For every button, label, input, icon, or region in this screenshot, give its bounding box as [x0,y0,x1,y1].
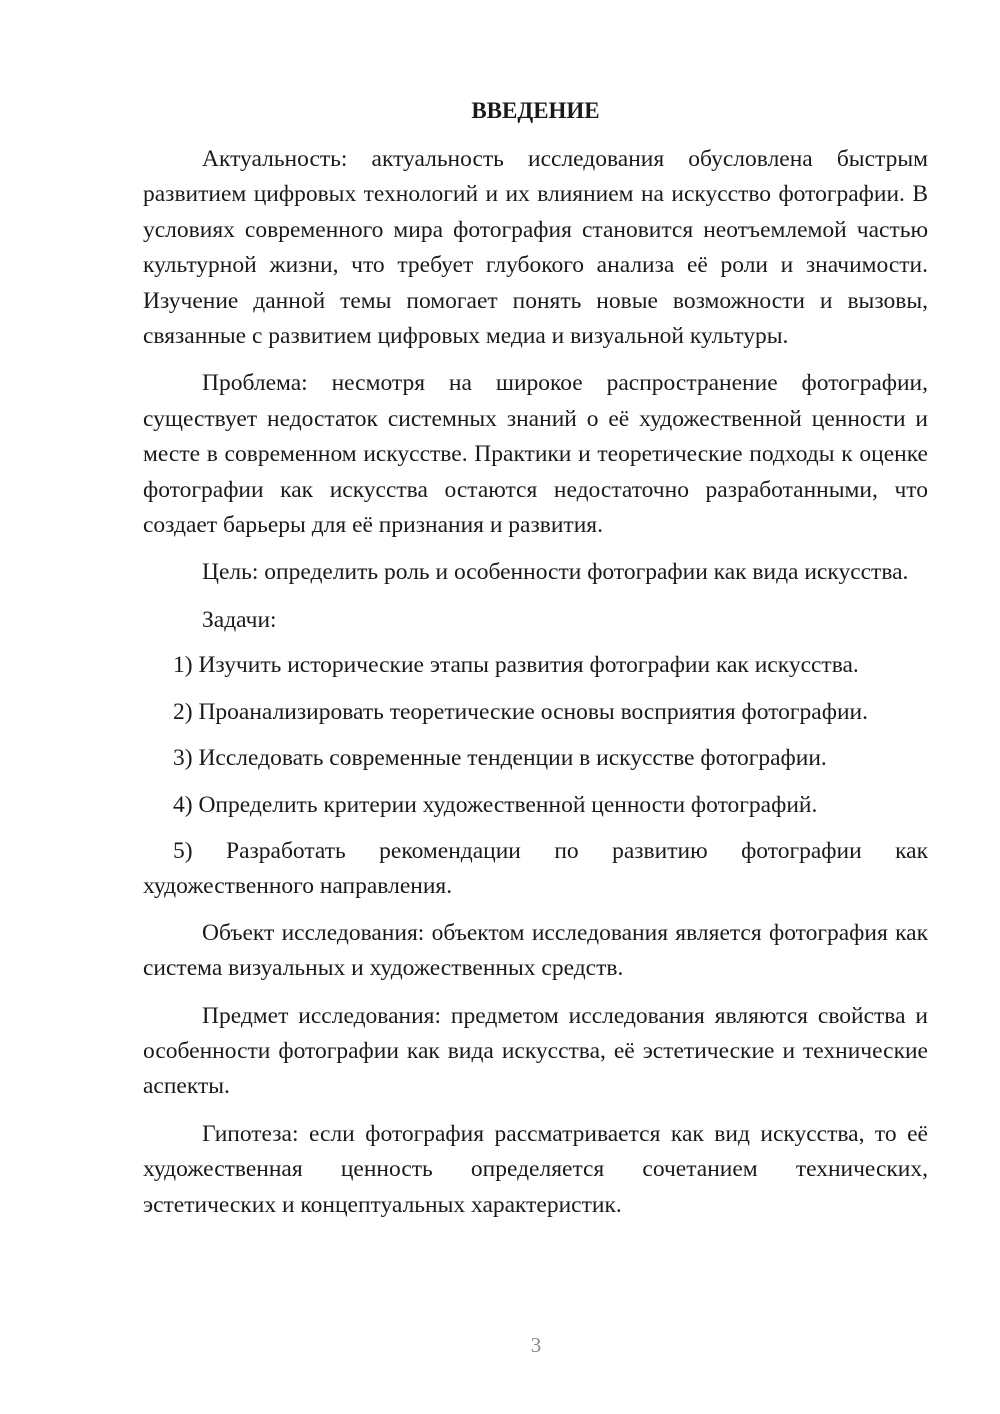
task-item-1: 1) Изучить исторические этапы развития фотографии как искусства. [173,652,859,679]
task-item-2: 2) Проанализировать теоретические основы восприятия фотографии. [173,698,868,725]
task-item-4: 4) Определить критерии художественной ценности фотографий. [173,791,818,818]
paragraph-subject: Предмет исследования: предметом исследования являются свойства и особенности фотографии как вида искусства, её эстетические и технические аспекты. [143,1002,928,1100]
task-item-5: 5) Разработать рекомендации по развитию фотографии как художественного направления. [143,837,928,900]
paragraph-problem: Проблема: несмотря на широкое распространение фотографии, существует недостаток системных знаний о её художественной ценности и месте в современном искусстве. Практики и теоретические подходы к оценке фотографии как искусства остаются недостаточно разработанными, что создает барьеры для её признания и развития. [143,370,928,539]
section-title: ВВЕДЕНИЕ [471,98,600,123]
paragraph-hypothesis: Гипотеза: если фотография рассматривается как вид искусства, то её художественная ценность определяется сочетанием технических, эстетических и концептуальных характеристик. [143,1120,928,1218]
task-item-3: 3) Исследовать современные тенденции в искусстве фотографии. [173,745,827,772]
paragraph-goal: Цель: определить роль и особенности фотографии как вида искусства. [202,559,909,586]
page-number: 3 [530,1333,542,1357]
page-content [143,96,928,1235]
paragraph-tasks-heading: Задачи: [202,606,277,633]
paragraph-object: Объект исследования: объектом исследования является фотография как система визуальных и художественных средств. [143,919,928,982]
paragraph-relevance: Актуальность: актуальность исследования обусловлена быстрым развитием цифровых технологий и их влиянием на искусство фотографии. В условиях современного мира фотография становится неотъемлемой частью культурной жизни, что требует глубокого анализа её роли и значимости. Изучение данной темы помогает понять новые возможности и вызовы, связанные с развитием цифровых медиа и визуальной культуры. [143,146,928,350]
